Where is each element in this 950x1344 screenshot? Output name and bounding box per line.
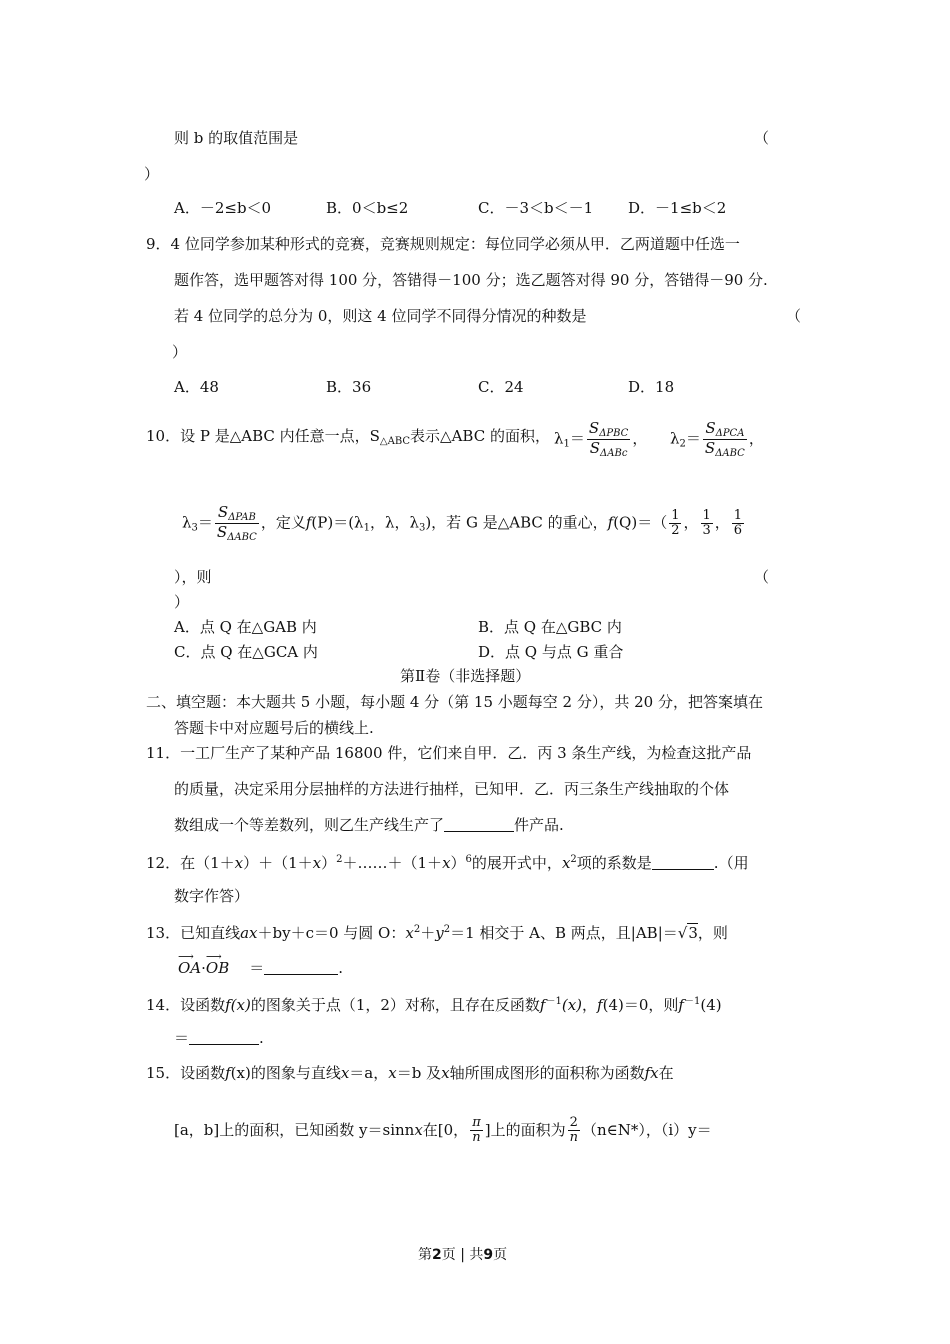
q15-b: (x)的图象与直线 [230,1064,341,1082]
page-total: 9 [483,1247,494,1263]
frac2-den-sub: ΔABC [715,448,745,459]
q14-d: (4)＝0，则 [602,996,679,1014]
q13-plus: ＋ [420,924,436,942]
frac1-num: S [588,419,600,437]
q15-x2: x [388,1064,397,1082]
q8-stem-end: 则 b 的取值范围是 [174,129,299,147]
q14-e: (4) [700,996,722,1014]
q11-line1: 11．一工厂生产了某种产品 16800 件，它们来自甲．乙．丙 3 条生产线，为检查这批产品 [146,744,752,762]
q8-choice-d: D．－1≤b＜2 [628,199,727,217]
frac-pab [215,504,259,543]
comma-q2: ， [714,513,730,532]
lambda2-sub: 2 [679,438,686,450]
f-name-2: f [607,513,614,532]
q9-paren-open: （ [786,307,802,325]
q14-f4: f [678,996,684,1014]
eq1: ＝ [569,429,585,448]
q15-line2 [174,1116,712,1146]
q15-line2a: [a，b]上的面积，已知函数 y＝sinn [174,1120,415,1139]
lambda1: λ [554,429,564,448]
q14-inv1: －1 [545,996,562,1007]
def-text: ，定义 [260,513,306,532]
frac3-den: S [216,523,228,541]
q12-x4: x [561,854,571,872]
q14-f2: f [539,996,546,1014]
q10-paren-close: ） [174,593,190,611]
page-footer [418,1245,507,1265]
frac1-den: S [589,439,601,457]
frac2-num-sub: ΔPCA [715,428,745,439]
q10-choice-d: D．点 Q 与点 G 重合 [478,643,624,661]
q11-line3 [174,815,564,835]
eq2: ＝ [685,429,701,448]
q15-a: 15．设函数 [146,1064,226,1082]
q13-sup-y: 2 [443,924,451,935]
q8-choice-b: B．0＜b≤2 [326,199,409,217]
q12-answer-blank [652,855,714,870]
q-frac3-den: 6 [733,523,743,538]
pi-over-n [470,1116,483,1146]
q9-line1: 9．4 位同学参加某种形式的竞赛，竞赛规则规定：每位同学必须从甲．乙两道题中任选一 [146,235,740,253]
q-frac3-num: 1 [733,507,743,523]
footer-c: 页 [493,1247,508,1263]
frac3-num-sub: ΔPAB [228,512,256,523]
q15-line2d: （n∈N*），（i）y＝ [581,1120,712,1139]
q15-x1: x [340,1064,350,1082]
q10-lambda2-expr [670,420,764,459]
part2-line1: 二、填空题：本大题共 5 小题，每小题 4 分（第 15 小题每空 2 分），共 20 分，把答案填在 [146,693,763,711]
q-frac2 [701,509,713,539]
frac2-num: S [705,419,716,437]
q-frac2-num: 1 [702,507,711,523]
pi-den: n [472,1130,481,1146]
q-frac2-den: 3 [702,523,711,538]
f-name: f [305,513,312,532]
q15-g: 在 [658,1064,674,1082]
q14-b: 的图象关于点（1，2）对称，且存在反函数 [250,996,540,1014]
frac-pca [703,420,747,459]
q13-x2: x [405,924,414,942]
q12-c: ） [321,854,337,872]
q12-x3: x [442,854,451,872]
q13-line1 [146,920,728,943]
q10-intro2: 表示△ABC 的面积， [410,427,550,445]
q8-choice-a: A．－2≤b＜0 [174,199,272,217]
frac1-den-sub: ΔABc [600,448,628,459]
lambda1-sub: 1 [563,438,570,450]
def-text2: (P)＝(λ [311,513,364,532]
fq: (Q)＝（ [613,513,668,532]
q12-e: ） [450,854,466,872]
pi-num: π [472,1115,481,1130]
q11-answer-blank [444,817,514,832]
q11-line2: 的质量，决定采用分层抽样的方法进行抽样，已知甲．乙．丙三条生产线抽取的个体 [174,780,730,798]
q8-choice-c: C．－3＜b＜－1 [478,199,594,217]
q12-line1 [146,850,749,873]
q10-line1 [146,424,550,454]
q14-a: 14．设函数 [146,996,226,1014]
frac2-den: S [704,439,716,457]
q15-x3: x [441,1064,450,1082]
def-sub3: 3 [418,522,426,534]
q10-choice-c: C．点 Q 在△GCA 内 [174,643,318,661]
q11-line3b: 件产品. [514,816,564,834]
q14-inv2: －1 [683,996,701,1007]
q12-sup2: 2 [336,854,343,865]
q10-paren-open: （ [754,568,770,586]
sqrt-value: 3 [688,924,698,942]
q10-lambda1-expr [554,420,647,459]
q8-paren-close: ） [144,165,160,183]
q9-line2: 题作答，选甲题答对得 100 分，答错得－100 分；选乙题答对得 90 分，答错得－90 分. [174,271,768,289]
lambda3-sub: 3 [191,522,198,534]
footer-b: 页 | 共 [441,1247,484,1263]
q12-sup6: 6 [465,854,472,865]
q15-f2: f [644,1064,651,1082]
vector-ob: ⟶ OB [206,958,229,978]
q15-line2c: ]上的面积为 [484,1120,566,1139]
q14-line1 [146,992,722,1015]
q9-choice-b: B．36 [326,378,372,396]
q13-ax: ax [240,924,258,942]
q15-x5: x [414,1120,423,1139]
comma2: ， [748,429,764,448]
q13-dot: · [201,959,206,977]
lambda2: λ [670,429,680,448]
sqrt-symbol: √ [677,924,688,942]
q10-line2 [182,504,746,543]
q9-choice-d: D．18 [628,378,675,396]
q9-choice-a: A．48 [174,378,219,396]
q12-b: ）＋（1＋ [243,854,313,872]
frac3-num: S [217,503,229,521]
vector-oa: ⟶ OA [178,958,201,978]
q13-line2 [178,958,343,978]
section2-title: 第Ⅱ卷（非选择题） [400,667,531,685]
q10-intro-sub: △ABC [379,436,411,447]
def-text4: )，若 G 是△ABC 的重心， [425,513,608,532]
q9-paren-close: ） [172,343,188,361]
q14-answer-blank [189,1030,259,1045]
q13-a: 13．已知直线 [146,924,241,942]
q13-d: ，则 [697,924,728,942]
q12-d: ＋……＋（1＋ [342,854,443,872]
q12-h: .（用 [713,854,749,872]
q14-line2 [174,1028,264,1048]
q11-line3a: 数组成一个等差数列，则乙生产线生产了 [174,816,445,834]
comma-q1: ， [683,513,699,532]
q10-intro: 10．设 P 是△ABC 内任意一点，S [146,427,380,445]
q12-line2: 数字作答） [174,887,250,905]
q14-c: ， [582,996,598,1014]
q10-choice-b: B．点 Q 在△GBC 内 [478,618,622,636]
q14-line2a: ＝ [174,1029,190,1047]
footer-a: 第 [418,1247,432,1263]
two-den: n [569,1130,578,1146]
two-over-n [568,1116,580,1146]
q12-f: 的展开式中， [471,854,562,872]
page-number: 2 [432,1247,442,1263]
lambda3: λ [182,513,192,532]
q9-choice-c: C．24 [478,378,524,396]
q14-f3: f [597,996,603,1014]
frac3-den-sub: ΔABC [227,532,257,543]
q10-tail: ），则 [174,568,212,586]
q-frac1-den: 2 [671,523,680,538]
q12-x2: x [312,854,322,872]
q12-sup2b: 2 [570,854,577,865]
frac1-num-sub: ΔPBC [599,428,629,439]
q15-c: ＝a， [349,1064,389,1082]
q-frac3 [732,509,744,539]
q15-d: ＝b 及 [396,1064,442,1082]
q14-f1: f [225,996,231,1014]
q15-e: 轴所围成图形的面积称为函数 [449,1064,645,1082]
q13-e: ＝ [249,959,265,977]
q12-x1: x [234,854,244,872]
q-frac1-num: 1 [671,507,680,523]
q15-line1 [146,1063,674,1083]
q8-paren-open: （ [754,129,770,147]
q14-x1: (x) [230,996,251,1014]
q15-f1: f [225,1064,231,1082]
q13-c: ＝1 相交于 A、B 两点，且|AB|＝ [450,924,678,942]
q10-choice-a: A．点 Q 在△GAB 内 [174,618,317,636]
q14-line2b: . [259,1029,264,1047]
q13-y2: y [435,924,444,942]
q13-f: . [338,959,344,977]
eq3: ＝ [197,513,213,532]
q13-b: ＋by＋c＝0 与圆 O： [257,924,406,942]
q12-a: 12．在（1＋ [146,854,235,872]
part2-line2: 答题卡中对应题号后的横线上. [174,719,374,737]
q15-x4: x [650,1064,659,1082]
q15-line2b: 在[0， [422,1120,469,1139]
q9-line3: 若 4 位同学的总分为 0，则这 4 位同学不同得分情况的种数是 [174,307,587,325]
comma1: ， [632,429,648,448]
frac-pbc [587,420,630,459]
def-sub1: 1 [363,522,370,534]
def-text3: ，λ，λ [369,513,419,532]
q14-x2: (x) [561,996,583,1014]
q13-answer-blank [264,960,338,975]
q13-sup-x: 2 [413,924,421,935]
q-frac1 [669,509,681,539]
two-num: 2 [568,1116,580,1131]
q12-g: 项的系数是 [576,854,652,872]
